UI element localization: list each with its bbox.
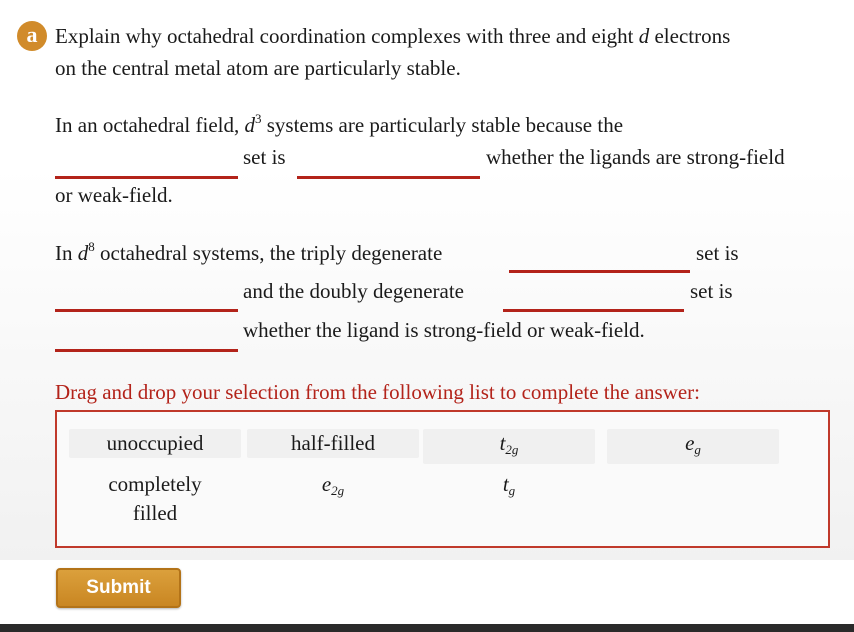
bottom-bar: [0, 624, 854, 632]
option-unoccupied[interactable]: unoccupied: [69, 429, 241, 458]
d8-doubly-text: and the doubly degenerate: [243, 279, 464, 303]
submit-button[interactable]: Submit: [56, 568, 181, 608]
option-tg[interactable]: $t_g$: [502, 472, 516, 498]
d3-statement-line-1: In an octahedral field, $d^3$ systems are particularly stable because the: [55, 111, 624, 137]
d8-statement-line-1: In $d^8$ octahedral systems, the triply degenerate: [55, 239, 443, 265]
blank-d8-triply-occupancy[interactable]: [55, 309, 238, 312]
d8-whether-text: whether the ligand is strong-field or weak-field.: [243, 318, 645, 342]
blank-d8-doubly-occupancy[interactable]: [55, 349, 238, 352]
option-eg[interactable]: $e_g$: [607, 429, 779, 464]
option-t2g[interactable]: $t_{2g}$: [423, 429, 595, 464]
d8-set-is-text-1: set is: [696, 241, 739, 265]
option-half-filled[interactable]: half-filled: [247, 429, 419, 458]
blank-d3-occupancy[interactable]: [297, 176, 480, 179]
option-e2g[interactable]: $e_{2g}$: [321, 472, 345, 498]
d8-set-is-text-2: set is: [690, 279, 733, 303]
question-prompt-line-2: on the central metal atom are particularly stable.: [55, 56, 461, 80]
drag-drop-instruction: Drag and drop your selection from the following list to complete the answer:: [55, 380, 701, 404]
blank-d8-triply-set[interactable]: [509, 270, 690, 273]
d3-set-is-text: set is: [243, 145, 286, 169]
d3-whether-text: whether the ligands are strong-field: [486, 145, 785, 169]
question-prompt-line-1: Explain why octahedral coordination complexes with three and eight d electrons: [55, 24, 731, 48]
blank-d8-doubly-set[interactable]: [503, 309, 684, 312]
option-completely-filled[interactable]: completely filled: [108, 472, 202, 525]
d3-weak-field-text: or weak-field.: [55, 183, 173, 207]
part-badge: a: [17, 21, 47, 51]
blank-d3-orbital-set[interactable]: [55, 176, 238, 179]
